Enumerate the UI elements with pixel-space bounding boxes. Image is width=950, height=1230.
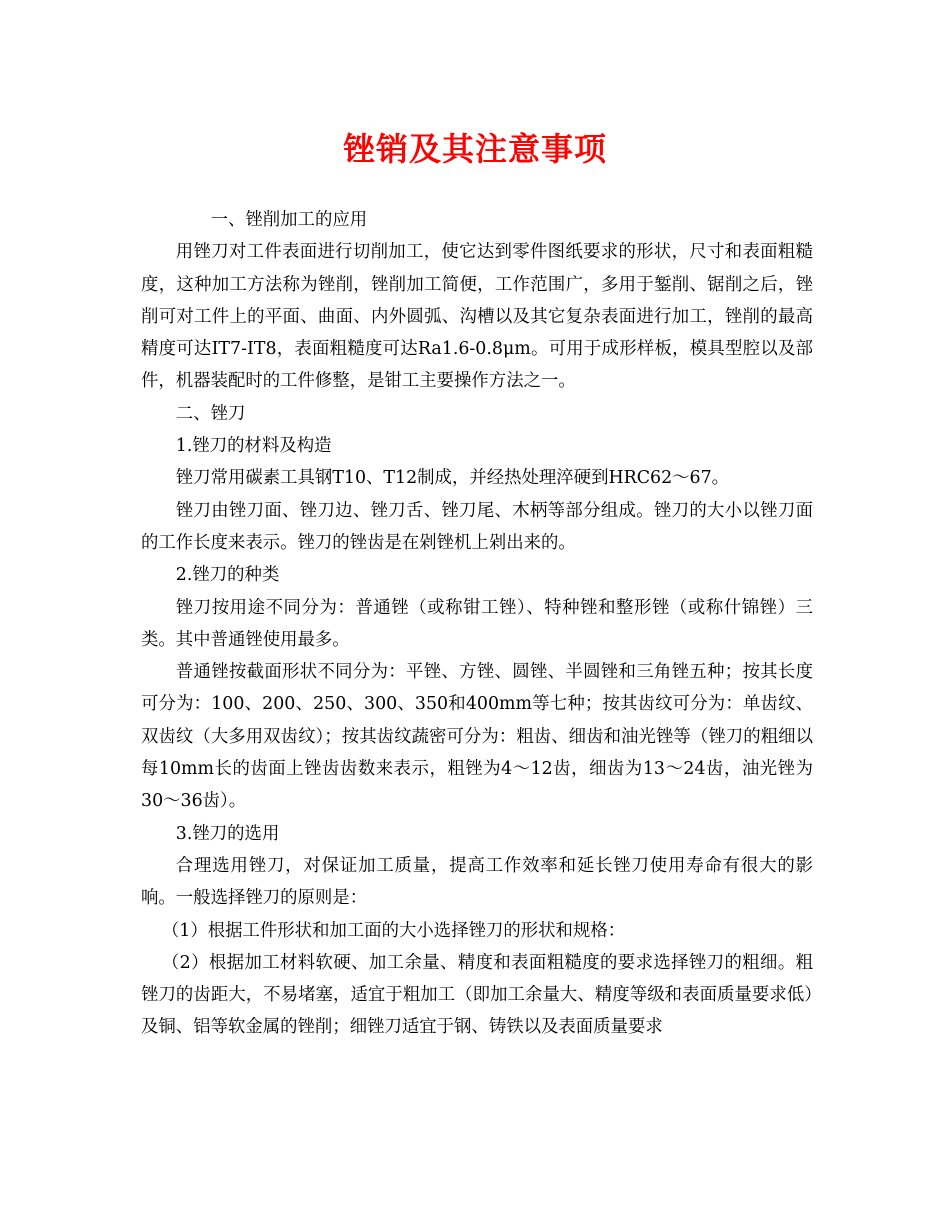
subheading-material: 1.锉刀的材料及构造 — [175, 436, 332, 457]
paragraph-selection: 合理选用锉刀，对保证加工质量，提高工作效率和延长锉刀使用寿命有很大的影响。一般选择锉刀的原则是： — [141, 855, 813, 909]
paragraph-structure: 锉刀由锉刀面、锉刀边、锉刀舌、锉刀尾、木柄等部分组成。锉刀的大小以锉刀面的工作长度来表示。锉刀的锉齿是在剁锉机上剁出来的。 — [141, 500, 813, 553]
paragraph-types: 锉刀按用途不同分为：普通锉（或称钳工锉）、特种锉和整形锉（或称什锦锉）三类。其中普通锉使用最多。 — [141, 597, 813, 650]
list-item-1: （1）根据工件形状和加工面的大小选择锉刀的形状和规格： — [161, 920, 626, 941]
list-item-2: （2）根据加工材料软硬、加工余量、精度和表面粗糙度的要求选择锉刀的粗细。粗锉刀的齿距大，不易堵塞，适宜于粗加工（即加工余量大、精度等级和表面质量要求低）及铜、铝等软金属的锉削；细锉刀适宜于钢、铸铁以及表面质量要求 — [141, 952, 813, 1038]
section-heading-2: 二、锉刀 — [175, 403, 246, 424]
paragraph-filing-intro: 用锉刀对工件表面进行切削加工，使它达到零件图纸要求的形状，尺寸和表面粗糙度，这种加工方法称为锉削，锉削加工简便，工作范围广，多用于錾削、锯削之后，锉削可对工件上的平面、曲面、内外圆弧、沟槽以及其它复杂表面进行加工，锉削的最高精度可达IT7-IT8，表面粗糙度可达Ra1.6-0.8μm。可用于成形样板，模具型腔以及部件，机器装配时的工件修整，是钳工主要操作方法之一。 — [141, 242, 813, 392]
document-body — [141, 204, 813, 1044]
document-title: 锉销及其注意事项 — [342, 130, 607, 168]
section-heading-1: 一、锉削加工的应用 — [210, 210, 368, 230]
paragraph-material: 锉刀常用碳素工具钢T10、T12制成，并经热处理淬硬到HRC62～67。 — [175, 468, 730, 489]
subheading-selection: 3.锉刀的选用 — [175, 823, 280, 844]
paragraph-common-file: 普通锉按截面形状不同分为：平锉、方锉、圆锉、半圆锉和三角锉五种；按其长度可分为：100、200、250、300、350和400mm等七种；按其齿纹可分为：单齿纹、双齿纹（大多用双齿纹）；按其齿纹蔬密可分为：粗齿、细齿和油光锉等（锉刀的粗细以每10mm长的齿面上锉齿齿数来表示，粗锉为4～12齿，细齿为13～24齿，油光锉为30～36齿）。 — [141, 662, 813, 812]
subheading-types: 2.锉刀的种类 — [175, 565, 280, 586]
